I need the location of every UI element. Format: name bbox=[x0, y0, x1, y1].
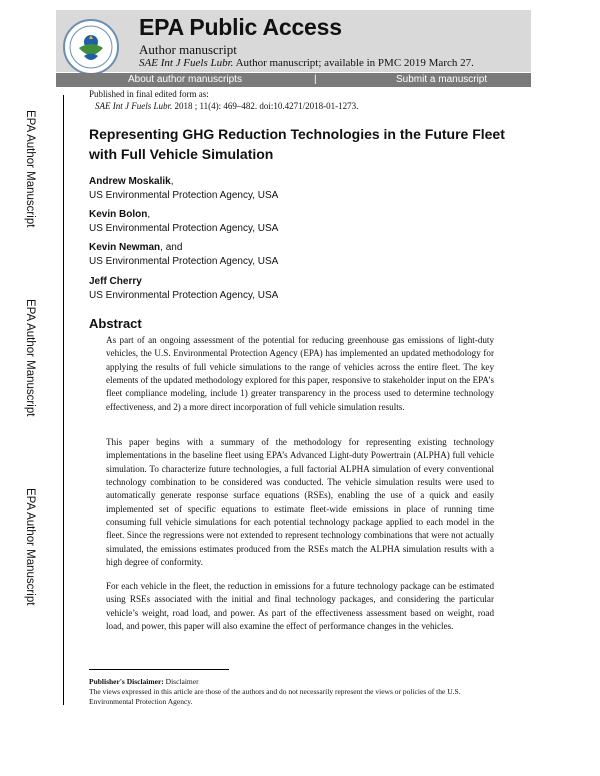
side-label: EPA Author Manuscript bbox=[24, 299, 36, 417]
author-affiliation: US Environmental Protection Agency, USA bbox=[89, 256, 279, 267]
footnote-text: The views expressed in this article are those of the authors and do not necessarily represent the views or policies of the U.S. Environmental Protection Agency. bbox=[89, 687, 461, 706]
author-name bbox=[89, 276, 142, 287]
author-affiliation: US Environmental Protection Agency, USA bbox=[89, 290, 279, 301]
author-affiliation: US Environmental Protection Agency, USA bbox=[89, 223, 279, 234]
header-citation-rest: Author manuscript; available in PMC 2019 March 27. bbox=[233, 57, 474, 69]
author-suffix: , and bbox=[160, 242, 183, 253]
side-label: EPA Author Manuscript bbox=[24, 488, 36, 606]
author-name bbox=[89, 176, 173, 187]
published-details: 2018 ; 11(4): 469–482. doi:10.4271/2018-01-1273. bbox=[172, 101, 359, 111]
margin-rule bbox=[63, 95, 64, 705]
abstract-paragraph: This paper begins with a summary of the methodology for representing existing technology implementations in the baseline fleet using EPA’s Advanced Light-duty Powertrain (ALPHA) full vehicle simulation. To characterize future technologies, a full factorial ALPHA simulation of every conventional technology combination to be considered was conducted. The vehicle simulation results were used to automatically generate response surface equations (RSEs), enabling the use of a quick and easily implemented set of specific equations to estimate fleet-wide emissions in place of running time consuming full vehicle simulations for each potential technology package applied to each model in the fleet. Since the regressions were not extended to represent technology combinations that were not actually simulated, the emissions estimates produced from the RSEs match the ALPHA simulation results with a high degree of conformity. bbox=[106, 437, 494, 568]
author-name-text: Kevin Bolon bbox=[89, 209, 148, 220]
abstract-paragraph: As part of an ongoing assessment of the potential for reducing greenhouse gas emissions of light-duty vehicles, the U.S. Environmental Protection Agency (EPA) has implemented an updated methodology for applying the results of full vehicle simulations to the range of vehicles across the entire fleet. The key elements of the updated methodology explored for this paper, responsive to stakeholder input on the EPA’s fleet compliance modeling, include 1) greater transparency in the process used to determine technology effectiveness, and 2) a more direct incorporation of full vehicle simulation results. bbox=[106, 335, 494, 412]
author-affiliation: US Environmental Protection Agency, USA bbox=[89, 190, 279, 201]
header-citation bbox=[139, 57, 474, 69]
author-suffix: , bbox=[147, 209, 151, 220]
published-citation bbox=[95, 101, 358, 111]
header-subtitle: Author manuscript bbox=[139, 42, 237, 57]
about-manuscripts-link[interactable]: About author manuscripts bbox=[128, 74, 242, 85]
footnote-rule bbox=[89, 669, 229, 670]
nav-separator: | bbox=[314, 74, 317, 85]
abstract-heading: Abstract bbox=[89, 316, 142, 331]
epa-seal-icon bbox=[62, 18, 120, 76]
author-name-text: Andrew Moskalik bbox=[89, 176, 171, 187]
footnote-label-rest: Disclaimer bbox=[163, 677, 199, 686]
footnote-label-bold: Publisher's Disclaimer: bbox=[89, 677, 164, 686]
article-title: Representing GHG Reduction Technologies in the Future Fleet with Full Vehicle Simulation bbox=[89, 126, 505, 162]
published-journal: SAE Int J Fuels Lubr. bbox=[95, 101, 173, 111]
side-label: EPA Author Manuscript bbox=[24, 110, 36, 228]
author-name-text: Jeff Cherry bbox=[89, 276, 142, 287]
published-label: Published in final edited form as: bbox=[89, 89, 209, 99]
author-suffix: , bbox=[170, 176, 174, 187]
page-title: EPA Public Access bbox=[139, 14, 342, 40]
author-name-text: Kevin Newman bbox=[89, 242, 161, 253]
author-name bbox=[89, 242, 182, 253]
footnote-label bbox=[89, 677, 199, 686]
abstract-paragraph: For each vehicle in the fleet, the reduction in emissions for a future technology package can be estimated using RSEs associated with the initial and final technology packages, and considering the particular vehicle’s weight, road load, and power. As part of the effectiveness assessment based on weight, road load, and power, this paper will also examine the effect of performance changes in the vehicles. bbox=[106, 581, 494, 632]
author-name bbox=[89, 209, 150, 220]
header-citation-journal: SAE Int J Fuels Lubr. bbox=[139, 57, 234, 69]
submit-manuscript-link[interactable]: Submit a manuscript bbox=[396, 74, 488, 85]
